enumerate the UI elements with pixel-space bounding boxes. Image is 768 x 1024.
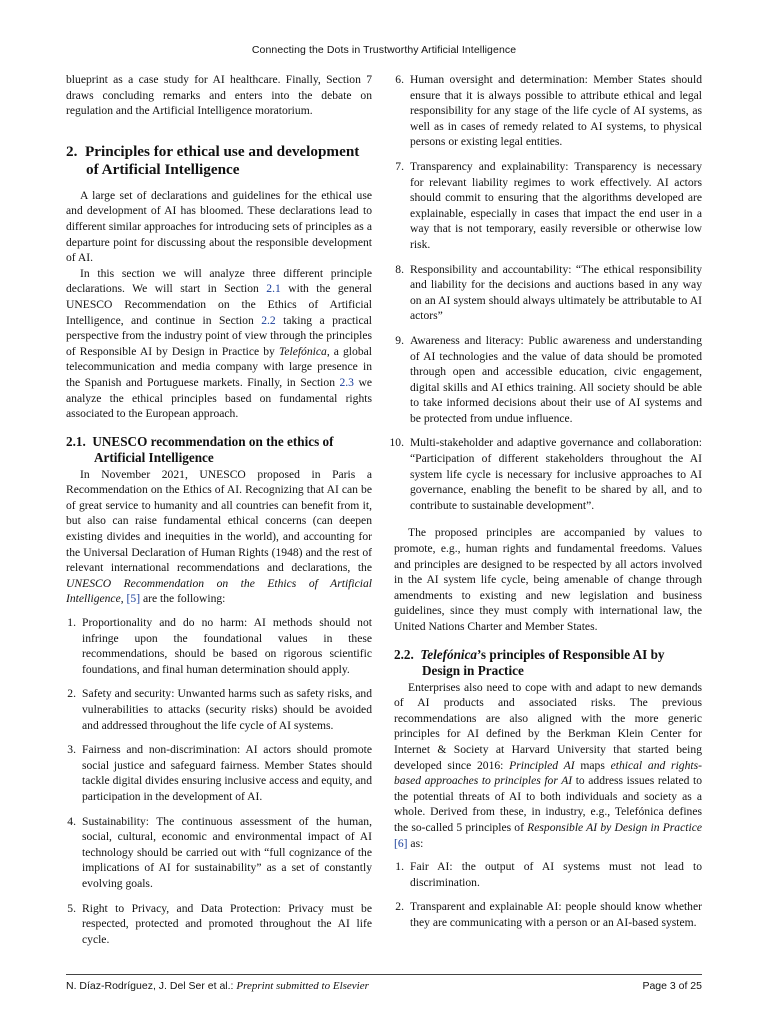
running-header: Connecting the Dots in Trustworthy Artificial Intelligence [251, 44, 517, 56]
paragraph: A large set of declarations and guidelines for the ethical use and development of AI has bloomed. These declarations lead to different similar approaches for introducing sets of principles as a departure point for discussing about the responsible development of AI. [66, 188, 372, 265]
footer-citation: N. Díaz-Rodríguez, J. Del Ser et al.: Preprint submitted to Elsevier [66, 980, 369, 992]
list-item: 8. Responsibility and accountability: “The ethical responsibility and liability for the decisions and auctions based in any way on an AI system should always ultimately be attributable to AI actors” [395, 262, 702, 323]
list-item: 2. Transparent and explainable AI: people should know whether they are communicating with a person or an AI-based system. [395, 900, 702, 929]
list-item: 3. Fairness and non-discrimination: AI actors should promote social justice and safeguard fairness. Member States should tackle digital divides ensuring inclusive access and equity, and participation in the development of AI. [67, 743, 372, 803]
section-2-heading [66, 143, 372, 179]
list-item: 1. Fair AI: the output of AI systems must not lead to discrimination. [395, 860, 702, 889]
paragraph: Enterprises also need to cope with and adapt to new demands of AI products and associated risks. The previous recommendations are also aligned with the more generic principles for AI defined by the Berkman Klein Center for Internet & Society at Harvard University that started being developed since 2016: Principled AI maps ethical and rights-based approaches to principles for AI to address issues related to the potential threats of AI to both individuals and society as a whole. Derived from these, in industry, e.g., Telefónica defines the so-called 5 principles of Responsible AI by Design in Practice [6] as: [394, 680, 702, 850]
principles-list-continued [389, 72, 702, 513]
list-item: 4. Sustainability: The continuous assessment of the human, social, cultural, economic and environmental impact of AI technology should be carried out with “full cognizance of the implications of AI for sustainability” as a set of constantly evolving goals. [67, 814, 372, 890]
intro-paragraph: blueprint as a case study for AI healthcare. Finally, Section 7 draws concluding remarks and enters into the debate on regulation and the Artificial Intelligence moratorium. [66, 73, 372, 118]
section-link[interactable]: 2.3 [339, 375, 354, 389]
list-item: 2. Safety and security: Unwanted harms such as safety risks, and vulnerabilities to attacks (security risks) should be avoided and addressed throughout the life cycle of AI systems. [67, 687, 372, 732]
subsection-2-2-heading: 2.2. Telefónica’s principles of Responsible AI by Design in Practice [394, 646, 665, 678]
responsible-ai-principles-list [394, 859, 702, 930]
right-column [389, 72, 702, 940]
list-item: 6. Human oversight and determination: Member States should ensure that it is always possible to attribute ethical and legal responsibility for any stage of the life cycle of AI systems, as well as in cases of remedy related to AI systems, to physical persons or existing legal entities. [395, 73, 702, 149]
paragraph: In November 2021, UNESCO proposed in Paris a Recommendation on the Ethics of AI. Recognizing that AI can be of great service to humanity and all countries can benefit from it, but also can raise fundamental ethical concerns (can deepen existing divides and inequities in the world), and accounting for the Universal Declaration of Human Rights (1948) and the rest of relevant international recommendations and declarations, the UNESCO Recommendation on the Ethics of Artificial Intelligence, [5] are the following: [66, 467, 372, 606]
section-number: 2. [66, 142, 78, 160]
left-column [66, 72, 372, 956]
list-item: 7. Transparency and explainability: Transparency is necessary for relevant liability regimes to work effectively. AI actors should commit to ensuring that the algorithms developed are explainable, especially in cases that impact the end user in a way that is not temporary, easily reversible or otherwise low risk. [395, 159, 702, 251]
subsection-2-1-heading [66, 434, 372, 466]
list-item: 9. Awareness and literacy: Public awareness and understanding of AI technologies and the value of data should be promoted through open and accessible education, civic engagement, digital skills and AI ethics training. All society should be able to take informed decisions about their use of AI systems and be protected from undue influence. [395, 333, 702, 425]
subsection-number: 2.1. [66, 433, 86, 449]
list-item: 1. Proportionality and do no harm: AI methods should not infringe upon the foundational values in these recommendations, should be based on rigorous scientific foundations, and final human determination should apply. [67, 616, 372, 676]
section-title: Principles for ethical use and development of Artificial Intelligence [84, 142, 360, 178]
subsection-title: ’s principles of Responsible AI by Design in Practice [422, 646, 665, 678]
section-link[interactable]: 2.2 [261, 313, 276, 327]
paragraph: The proposed principles are accompanied by values to promote, e.g., human rights and fundamental freedoms. Values and principles are designed to be respected by all actors involved in the AI system life cycle, being amenable of change through amendments to existing and new legislation and business guidelines, since they must comply with international law, the United Nations Charter and Member States. [394, 526, 702, 633]
citation-link[interactable]: [6] [394, 836, 408, 850]
page-number: Page 3 of 25 [642, 980, 702, 992]
paragraph: In this section we will analyze three different principle declarations. We will start in Section 2.1 with the general UNESCO Recommendation on the Ethics of Artificial Intelligence, and continue in Section 2.2 taking a practical perspective from the industry point of view through the principles of Responsible AI by Design in Practice by Telefónica, a global telecommunication and media company with large presence in the Spanish and Portuguese markets. Finally, in Section 2.3 we analyze the ethical principles based on fundamental rights associated to the European approach. [66, 266, 372, 421]
subsection-number: 2.2. [394, 646, 414, 662]
list-item: 10. Multi-stakeholder and adaptive governance and collaboration: “Participation of different stakeholders throughout the AI system life cycle is necessary for inclusive approaches to AI governance, enabling the benefit to be shared by all, and to contribute to sustainable development”. [389, 436, 702, 512]
section-link[interactable]: 2.1 [266, 282, 281, 296]
subsection-title: UNESCO recommendation on the ethics of Artificial Intelligence [92, 433, 334, 465]
list-item: 5. Right to Privacy, and Data Protection: Privacy must be respected, protected and promoted throughout the AI life cycle. [67, 901, 372, 946]
citation-link[interactable]: [5] [126, 592, 141, 606]
footer-divider [66, 974, 702, 975]
principles-list [66, 615, 372, 947]
